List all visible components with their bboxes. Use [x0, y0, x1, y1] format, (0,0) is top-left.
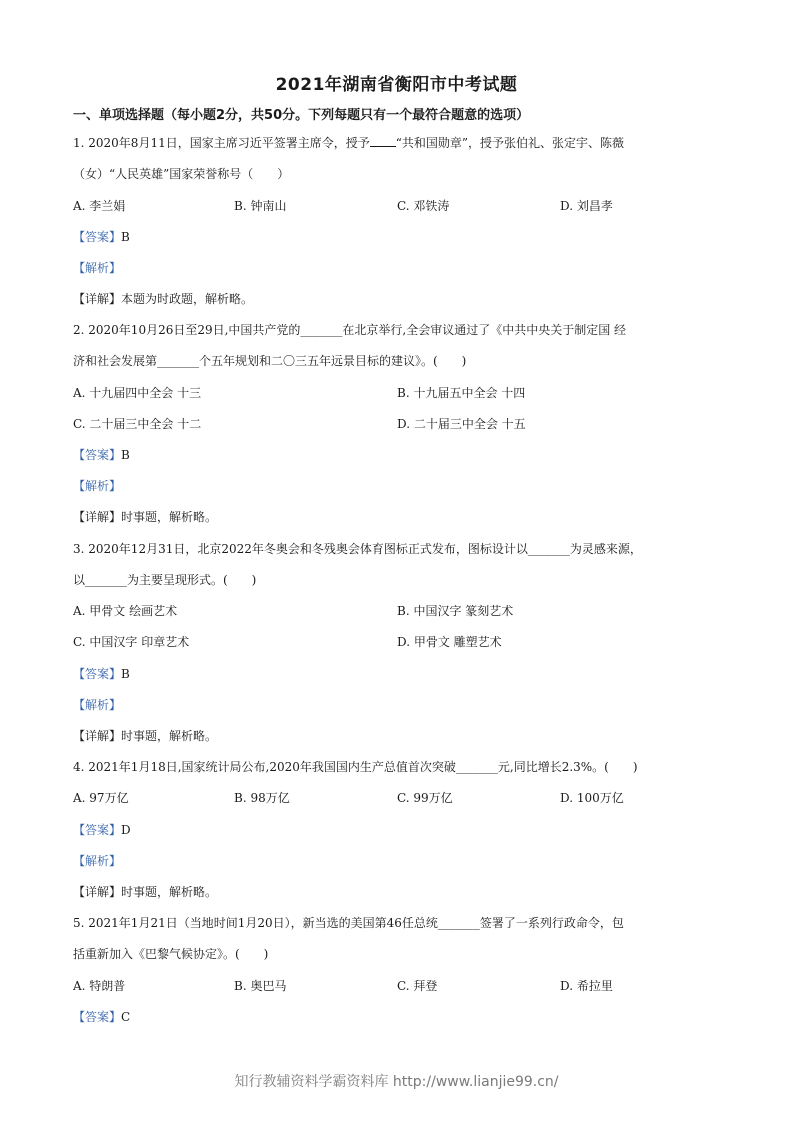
question-5-option-c: C. 拜登	[397, 979, 438, 993]
question-3-stem-line-2: 以_______为主要呈现形式。( )	[73, 573, 257, 587]
question-3-option-d: D. 甲骨文 雕塑艺术	[397, 635, 502, 649]
question-3-detail: 【详解】时事题，解析略。	[73, 729, 218, 743]
question-2-option-b: B. 十九届五中全会 十四	[397, 386, 526, 400]
question-5-answer: 【答案】C	[73, 1010, 131, 1024]
question-4-option-c: C. 99万亿	[397, 791, 453, 805]
question-5-option-a: A. 特朗普	[73, 979, 126, 993]
question-4-option-d: D. 100万亿	[560, 791, 624, 805]
question-5-stem-line-1: 5. 2021年1月21日（当地时间1月20日），新当选的美国第46任总统_______签署了一系列行政命令，包	[73, 916, 624, 930]
question-4-option-a: A. 97万亿	[73, 791, 129, 805]
page-footer: 知行教辅资料学霸资料库 http://www.lianjie99.cn/	[234, 1074, 559, 1090]
section-heading: 一、单项选择题（每小题2分，共50分。下列每题只有一个最符合题意的选项）	[73, 108, 530, 123]
question-4-answer: 【答案】D	[73, 823, 131, 837]
question-5-option-d: D. 希拉里	[560, 979, 613, 993]
question-1-stem-line-1: 1. 2020年8月11日，国家主席习近平签署主席令，授予 “共和国勋章”，授予张伯礼、张定宇、陈薇	[73, 136, 624, 150]
page-title: 2021年湖南省衡阳市中考试题	[275, 75, 518, 95]
question-1-answer: 【答案】B	[73, 230, 130, 244]
question-3-option-c: C. 中国汉字 印章艺术	[73, 635, 190, 649]
question-1-option-d: D. 刘昌孝	[560, 199, 613, 213]
question-1-stem-line-2: （女）“人民英雄”国家荣誉称号（ ）	[73, 167, 290, 181]
question-1-detail: 【详解】本题为时政题，解析略。	[73, 292, 254, 306]
question-3-analysis-label: 【解析】	[73, 698, 122, 712]
question-4-analysis-label: 【解析】	[73, 854, 122, 868]
question-3-option-b: B. 中国汉字 篆刻艺术	[397, 604, 514, 618]
question-2-stem-line-2: 济和社会发展第_______个五年规划和二〇三五年远景目标的建议》。( )	[73, 354, 467, 368]
question-1-option-c: C. 邓铁涛	[397, 199, 450, 213]
question-2-stem-line-1: 2. 2020年10月26日至29日,中国共产党的_______在北京举行,全会审议通过了《中共中央关于制定国 经	[73, 323, 627, 337]
question-5-option-b: B. 奥巴马	[234, 979, 287, 993]
question-3-stem-line-1: 3. 2020年12月31日，北京2022年冬奥会和冬残奥会体育图标正式发布，图标设计以_______为灵感来源，	[73, 542, 642, 556]
question-2-option-d: D. 二十届三中全会 十五	[397, 417, 526, 431]
question-3-option-a: A. 甲骨文 绘画艺术	[73, 604, 178, 618]
answer-blank	[370, 136, 396, 147]
question-4-stem-line-1: 4. 2021年1月18日,国家统计局公布,2020年我国国内生产总值首次突破_______元,同比增长2.3%。( )	[73, 760, 638, 774]
question-3-answer: 【答案】B	[73, 667, 130, 681]
question-2-detail: 【详解】时事题，解析略。	[73, 510, 218, 524]
question-2-option-c: C. 二十届三中全会 十二	[73, 417, 202, 431]
question-1-analysis-label: 【解析】	[73, 261, 122, 275]
question-5-stem-line-2: 括重新加入《巴黎气候协定》。( )	[73, 947, 269, 961]
question-1-option-a: A. 李兰娟	[73, 199, 126, 213]
question-4-detail: 【详解】时事题，解析略。	[73, 885, 218, 899]
question-2-answer: 【答案】B	[73, 448, 130, 462]
question-2-option-a: A. 十九届四中全会 十三	[73, 386, 202, 400]
question-4-option-b: B. 98万亿	[234, 791, 290, 805]
question-2-analysis-label: 【解析】	[73, 479, 122, 493]
question-1-option-b: B. 钟南山	[234, 199, 287, 213]
